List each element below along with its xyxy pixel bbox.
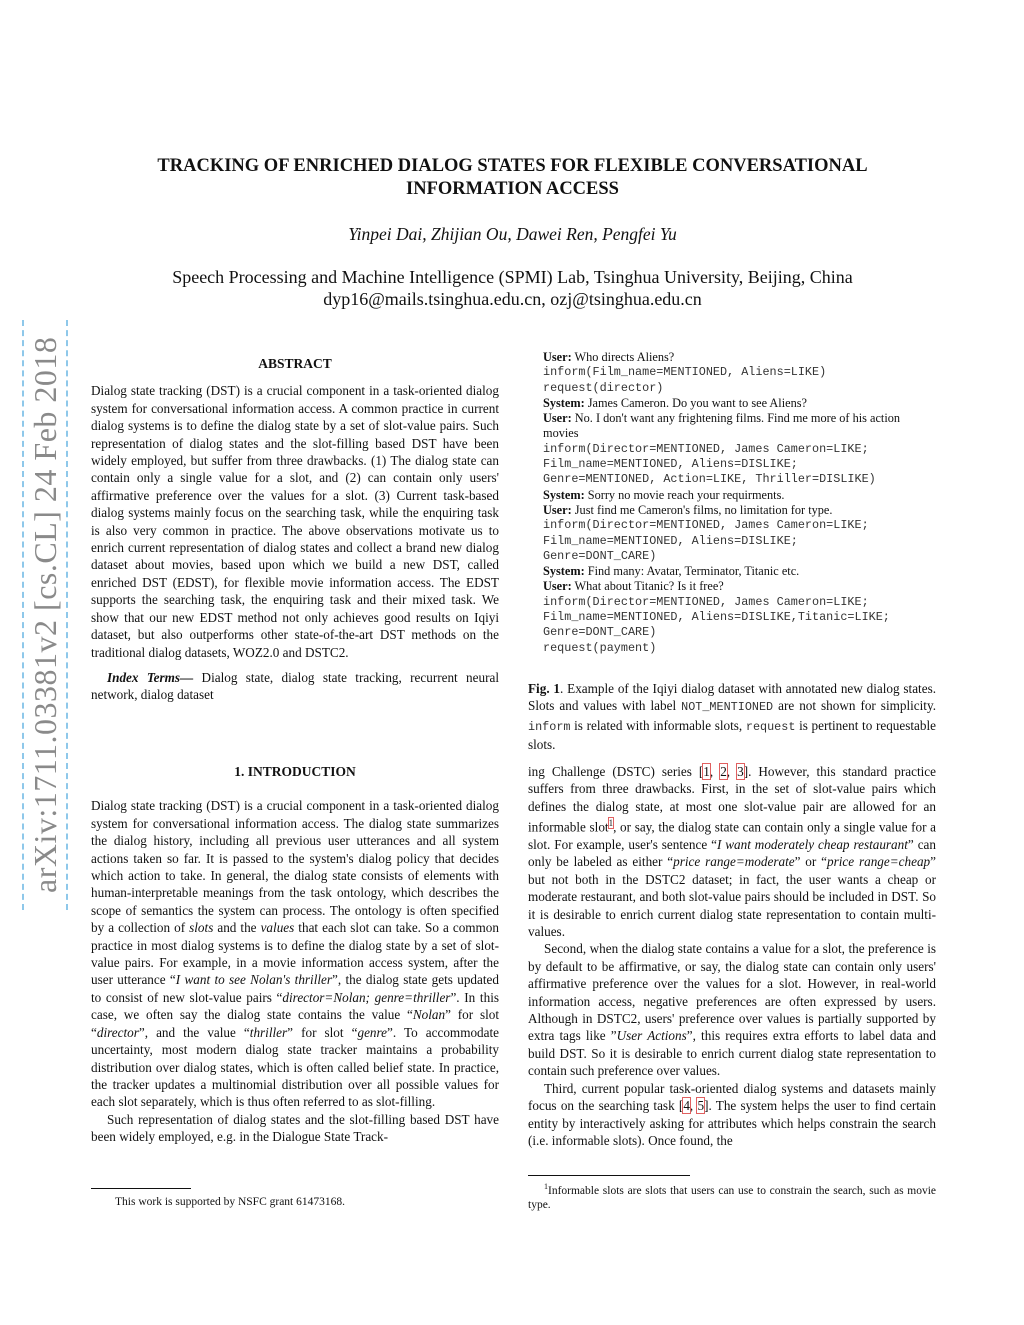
dialog-state-annotation: Film_name=MENTIONED, Aliens=DISLIKE,Titanic=LIKE; (543, 610, 890, 625)
intro-heading: 1. INTRODUCTION (234, 764, 356, 779)
footnote-left: This work is supported by NSFC grant 61473168. (115, 1196, 345, 1208)
citation-link[interactable]: 1 (703, 764, 710, 779)
affiliation-block (90, 266, 935, 310)
speaker-label: User: (543, 350, 572, 364)
user-utterance (543, 411, 938, 442)
right-paragraph-1: ing Challenge (DSTC) series [1, 2, 3]. However, this standard practice suffers from three drawbacks. First, in the set of slot-value pairs which defines the dialog state, at most one slot-value pair are allowed for an informable slot$^1$, or say, the dialog state can contain only a single value for a slot. For example, user's sentence “I want moderately cheap restaurant” can only be labeled as either “price range=moderate” or “price range=cheap” but not both in the DSTC2 dataset; in fact, the user wants a cheap or moderate restaurant, and both slot-value pairs should be included in DST. So it is desirable to enrich current dialog state representation to contain multi-values. (528, 764, 937, 940)
utterance-text: Just find me Cameron's films, no limitation for type. (571, 502, 833, 517)
speaker-label: System: (543, 487, 585, 502)
citation-link[interactable]: 4 (683, 1098, 690, 1114)
abstract-text: Dialog state tracking (DST) is a crucial component in a task-oriented dialog system for conversational information access. A common practice in current dialog systems is to define the dialog state by a set of slot-value pairs. Such representation of dialog states and the slot-filling based DST have been widely employed, but suffer from three drawbacks. (1) The dialog state can contain only a single value for a slot, and (2) can contain only users' affirmative preference over the values for a slot. (3) Current task-based dialog systems mainly focus on the searching task, while the enquiring task is also very common in practice. The above observations motivate us to enrich current representation of dialog states and collect a brand new dialog dataset about movies, based upon which we build a new DST, called enriched DST (EDST), for flexible movie information access. The EDST supports the searching task, the enquiring task and their mixed task. We show that our new EDST method not only achieves good results on Iqiyi dataset, but also outperforms other state-of-the-art DST methods on the traditional dialog datasets, WOZ2.0 and DSTC2. (91, 383, 499, 660)
utterance-text: James Cameron. Do you want to see Aliens? (584, 395, 807, 410)
dialog-state-annotation: request(payment) (543, 640, 657, 655)
system-utterance (543, 396, 938, 411)
utterance-text: What about Titanic? Is it free? (571, 579, 724, 594)
paper-authors: Yinpei Dai, Zhijian Ou, Dawei Ren, Pengfei Yu (348, 224, 677, 244)
user-utterance (543, 350, 938, 365)
utterance-text: Find many: Avatar, Terminator, Titanic etc. (584, 564, 800, 579)
citation-link[interactable]: 2 (720, 764, 727, 779)
right-paragraph-3: Third, current popular task-oriented dialog systems and datasets mainly focus on the searching task [4, 5]. The system helps the user to find certain entity by interactively asking for attributes which helps constrain the search (i.e. informable slots). Once found, the (528, 1080, 936, 1148)
footnote-rule-right (528, 1175, 690, 1176)
speaker-label: User: (543, 411, 572, 426)
dialog-state-annotation: Genre=DONT_CARE) (543, 548, 657, 563)
abstract-heading: ABSTRACT (258, 356, 332, 371)
user-utterance (543, 503, 938, 518)
dialog-state-annotation: inform(Director=MENTIONED, James Cameron=LIKE; (543, 441, 869, 456)
speaker-label: User: (543, 502, 572, 517)
utterance-text: Who directs Aliens? (571, 350, 675, 364)
arxiv-sidebar-stamp: arXiv:1711.03381v2 [cs.CL] 24 Feb 2018 (22, 320, 68, 910)
paper-title: TRACKING OF ENRICHED DIALOG STATES FOR FLEXIBLE CONVERSATIONAL INFORMATION ACCESS (157, 156, 868, 199)
system-utterance (543, 564, 938, 579)
utterance-text: Sorry no movie reach your requirments. (584, 487, 785, 502)
index-terms (91, 669, 499, 704)
dialog-state-annotation: request(director) (543, 380, 664, 395)
intro-paragraph-1: Dialog state tracking (DST) is a crucial component in a task-oriented dialog system for conversational information access. The dialog state summarizes the dialog history, including all previous user utterances and all system actions taken so far. It is passed to the system's dialog policy that decides which action to take. In general, the dialog state consists of elements with human-interpretable meanings from the task ontology, which describes the scope of semantics the system can process. The ontology is often specified by a collection of slots and the values that each slot can take. So a common practice in most dialog systems is to define the dialog state by a set of slot-value pairs. For example, in a movie information access system, after the user utterance “I want to see Nolan's thriller”, the dialog state gets updated to consist of new slot-value pairs “director=Nolan; genre=thriller”. In this case, we often say the dialog state contains the value “Nolan” for slot “director”, and the value “thriller” for slot “genre”. To accommodate uncertainty, most modern dialog state tracker maintains a probability distribution over dialog states, which is often called belief state. In practice, the tracker updates a multinomial distribution over all possible values for each slot separately, which is thus often referred to as slot-filling. (91, 798, 500, 1110)
index-terms-label: Index Terms— (107, 669, 194, 685)
introduction-section (91, 763, 499, 1146)
citation-link[interactable]: 5 (697, 1098, 705, 1114)
speaker-label: System: (543, 395, 585, 410)
footnote-link[interactable]: 1 (608, 818, 614, 829)
citation-link[interactable]: 3 (737, 764, 744, 779)
system-utterance (543, 488, 938, 503)
dialog-state-annotation: Genre=DONT_CARE) (543, 625, 657, 640)
utterance-text: No. I don't want any frightening films. Find me more of his action movies (543, 411, 901, 441)
figure-caption: Fig. 1. Example of the Iqiyi dialog dataset with annotated new dialog states. Slots and values with label NOT_MENTIONED are not shown for simplicity. inform is related with informable slots, request is pertinent to requestable slots. (528, 681, 936, 753)
dialog-state-annotation: Film_name=MENTIONED, Aliens=DISLIKE; (543, 533, 798, 548)
dialog-state-annotation: inform(Director=MENTIONED, James Cameron=LIKE; (543, 594, 869, 609)
emails: dyp16@mails.tsinghua.edu.cn, ozj@tsinghua.edu.cn (323, 289, 702, 309)
index-terms-text: Dialog state, dialog state tracking, recurrent neural network, dialog dataset (91, 669, 499, 703)
speaker-label: User: (543, 579, 572, 594)
right-paragraph-2: Second, when the dialog state contains a value for a slot, the preference is by default to be affirmative, or say, the dialog state can contain only users' affirmative preference over the values for a slot. However, in real-world information access, negative preferences are often expressed by users. Although in DSTC2, users' preference over values is partially supported by extra tags like ”User Actions”, this requires extra efforts to label data and build DST. So it is desirable to enrich current dialog state representation to contain such preference over values. (528, 941, 936, 1079)
footnote-rule-left (91, 1188, 191, 1189)
speaker-label: System: (543, 564, 585, 579)
dialog-state-annotation: Film_name=MENTIONED, Aliens=DISLIKE; (543, 457, 798, 472)
figure-label: Fig. 1 (528, 681, 561, 696)
footnote-right: $^1$Informable slots are slots that users can use to constrain the search, such as movie type. (528, 1182, 936, 1211)
affiliation: Speech Processing and Machine Intelligence (SPMI) Lab, Tsinghua University, Beijing, China (172, 267, 853, 287)
dialog-state-annotation: inform(Film_name=MENTIONED, Aliens=LIKE) (543, 365, 827, 380)
right-column-text (528, 763, 936, 1149)
user-utterance (543, 579, 938, 594)
dialog-state-annotation: inform(Director=MENTIONED, James Cameron=LIKE; (543, 518, 869, 533)
dialog-state-annotation: Genre=MENTIONED, Action=LIKE, Thriller=DISLIKE) (543, 472, 876, 487)
abstract-section (91, 355, 499, 704)
intro-paragraph-2: Such representation of dialog states and the slot-filling based DST have been widely employed, e.g. in the Dialogue State Track- (91, 1111, 499, 1145)
figure-dialog-example (543, 350, 938, 656)
